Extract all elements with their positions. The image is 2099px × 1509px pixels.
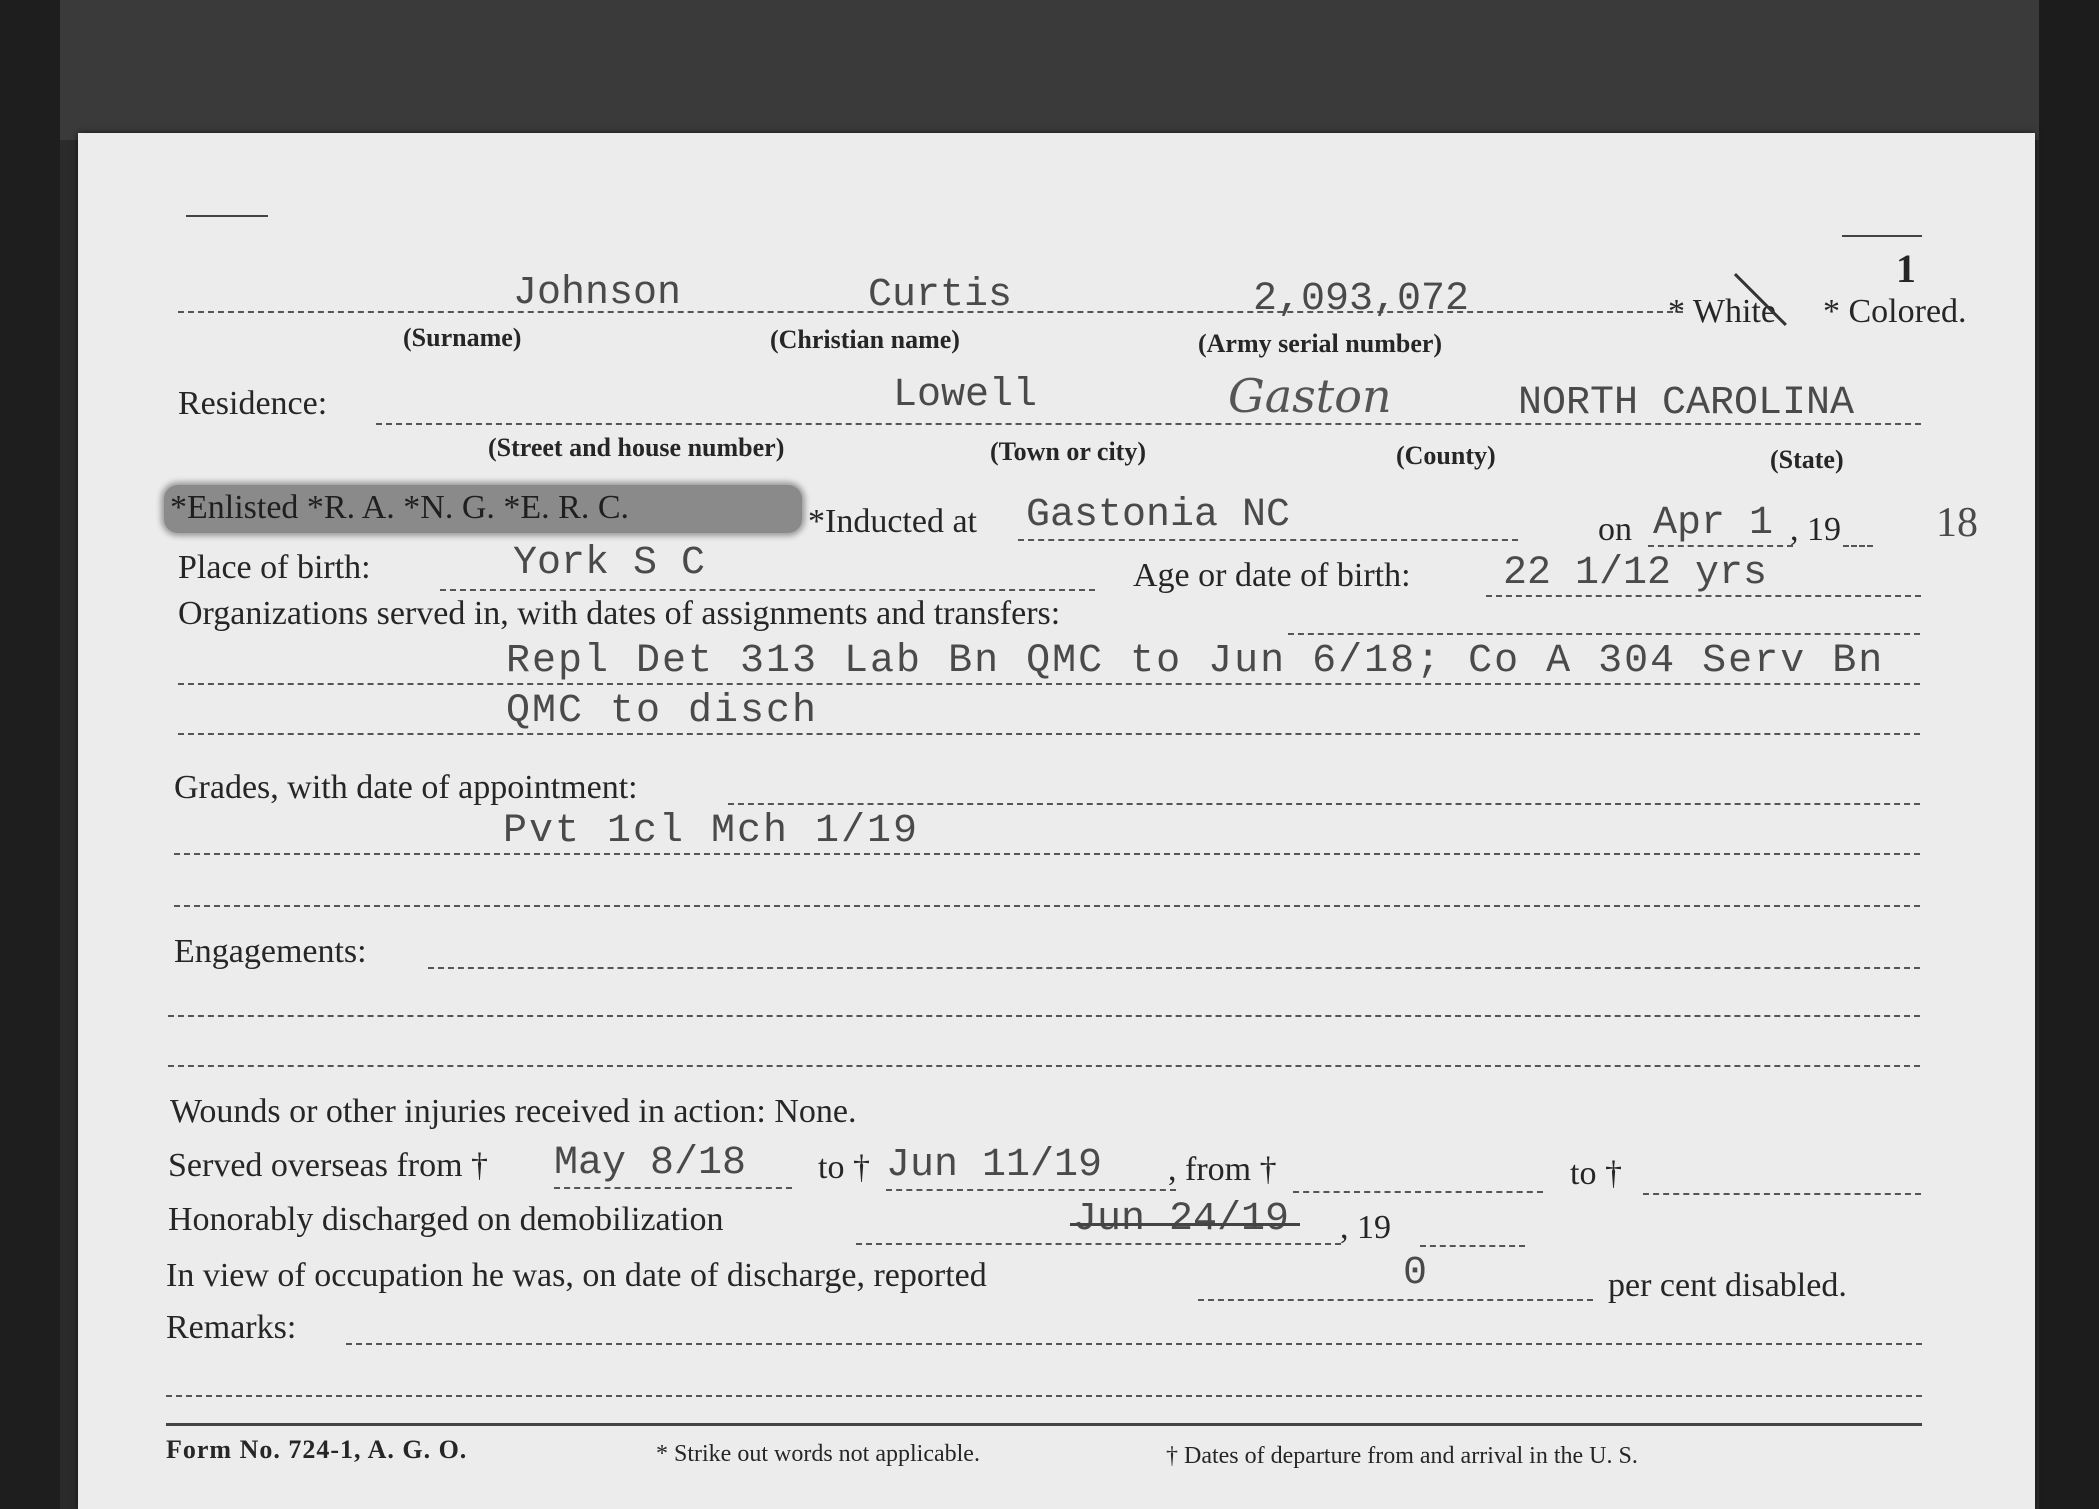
remarks-label: Remarks: [166,1309,297,1346]
caption-state: (State) [1770,445,1844,474]
discharge-date-line [856,1243,1341,1245]
disability-line [1198,1299,1593,1301]
inducted-year-line [1843,545,1873,547]
age-value: 22 1/12 yrs [1503,551,1768,596]
inducted-on-label: on [1598,511,1632,548]
corner-rule [186,215,268,217]
scan-background-top [0,0,2099,140]
organizations-value-2: QMC to disch [506,689,819,734]
disability-suffix: per cent disabled. [1608,1267,1847,1304]
enlisted-options: *Enlisted *R. A. *N. G. *E. R. C. [170,489,630,526]
residence-label: Residence: [178,385,328,422]
caption-street: (Street and house number) [488,433,785,462]
organizations-label: Organizations served in, with dates of assignments and transfers: [178,595,1061,632]
overseas-from-value: May 8/18 [554,1141,747,1186]
surname-value: Johnson [513,271,682,316]
scan-background-left [0,0,60,1509]
disability-label: In view of occupation he was, on date of discharge, reported [166,1257,987,1294]
serial-number-value: 2,093,072 [1253,277,1470,322]
overseas-label: Served overseas from † [168,1147,489,1184]
grades-line-0 [728,803,1920,805]
inducted-label: *Inducted at [808,503,977,540]
disability-value: 0 [1403,1251,1428,1296]
county-value: Gaston [1228,369,1392,423]
overseas-second-from-label: , from † [1168,1151,1277,1188]
overseas-second-to-label: to † [1570,1155,1622,1192]
grades-value: Pvt 1cl Mch 1/19 [503,809,920,854]
grades-line-1 [174,853,1920,855]
state-value: NORTH CAROLINA [1518,381,1855,426]
caption-town: (Town or city) [990,437,1146,466]
inducted-year-prefix: , 19 [1790,511,1841,548]
engagements-line-0 [428,967,1920,969]
engagements-line-2 [168,1065,1920,1067]
grades-label: Grades, with date of appointment: [174,769,638,806]
race-colored-option: * Colored. [1823,293,1967,330]
service-record-card [78,133,2035,1509]
overseas-from-line [554,1187,792,1189]
inducted-place-value: Gastonia NC [1026,493,1291,538]
race-white-option: * White [1668,293,1776,330]
age-label: Age or date of birth: [1133,557,1411,594]
remarks-line-1 [166,1395,1922,1397]
corner-rule-right [1842,235,1922,237]
grades-line-2 [174,905,1920,907]
overseas-second-from-line [1293,1191,1543,1193]
discharge-date-value: Jun 24/19 [1073,1197,1290,1242]
inducted-place-line [1018,539,1518,541]
scan-background-right [2039,0,2099,1509]
card-number: 1 [1896,246,1916,291]
inducted-year-value: 18 [1936,500,1978,546]
engagements-line-1 [168,1015,1920,1017]
discharge-label: Honorably discharged on demobilization [168,1201,724,1238]
discharge-year-prefix: , 19 [1340,1209,1391,1246]
caption-county: (County) [1396,441,1496,470]
organizations-line-0 [1288,633,1920,635]
christian-name-value: Curtis [868,273,1013,318]
form-number: Form No. 724-1, A. G. O. [166,1435,468,1464]
organizations-line-2 [178,733,1920,735]
footnote-strike-out: * Strike out words not applicable. [656,1441,980,1467]
footer-rule [166,1423,1922,1426]
discharge-year-line [1420,1245,1525,1247]
town-value: Lowell [893,373,1038,418]
overseas-second-to-line [1643,1193,1921,1195]
wounds-label: Wounds or other injuries received in action: None. [170,1093,857,1130]
overseas-to-value: Jun 11/19 [886,1143,1103,1188]
caption-christian-name: (Christian name) [770,325,960,354]
birth-place-value: York S C [513,541,706,586]
footnote-dates: † Dates of departure from and arrival in the U. S. [1166,1443,1638,1469]
engagements-label: Engagements: [174,933,367,970]
inducted-date-value: Apr 1 [1653,501,1774,546]
caption-surname: (Surname) [403,323,522,352]
caption-serial-number: (Army serial number) [1198,329,1443,358]
overseas-to-line [886,1189,1176,1191]
remarks-line-0 [346,1343,1922,1345]
discharge-strike-line [1070,1223,1300,1226]
overseas-to-label: to † [818,1149,870,1186]
birth-place-label: Place of birth: [178,549,371,586]
organizations-value-1: Repl Det 313 Lab Bn QMC to Jun 6/18; Co A 304 Serv Bn [506,639,1885,684]
birth-place-line [440,589,1095,591]
